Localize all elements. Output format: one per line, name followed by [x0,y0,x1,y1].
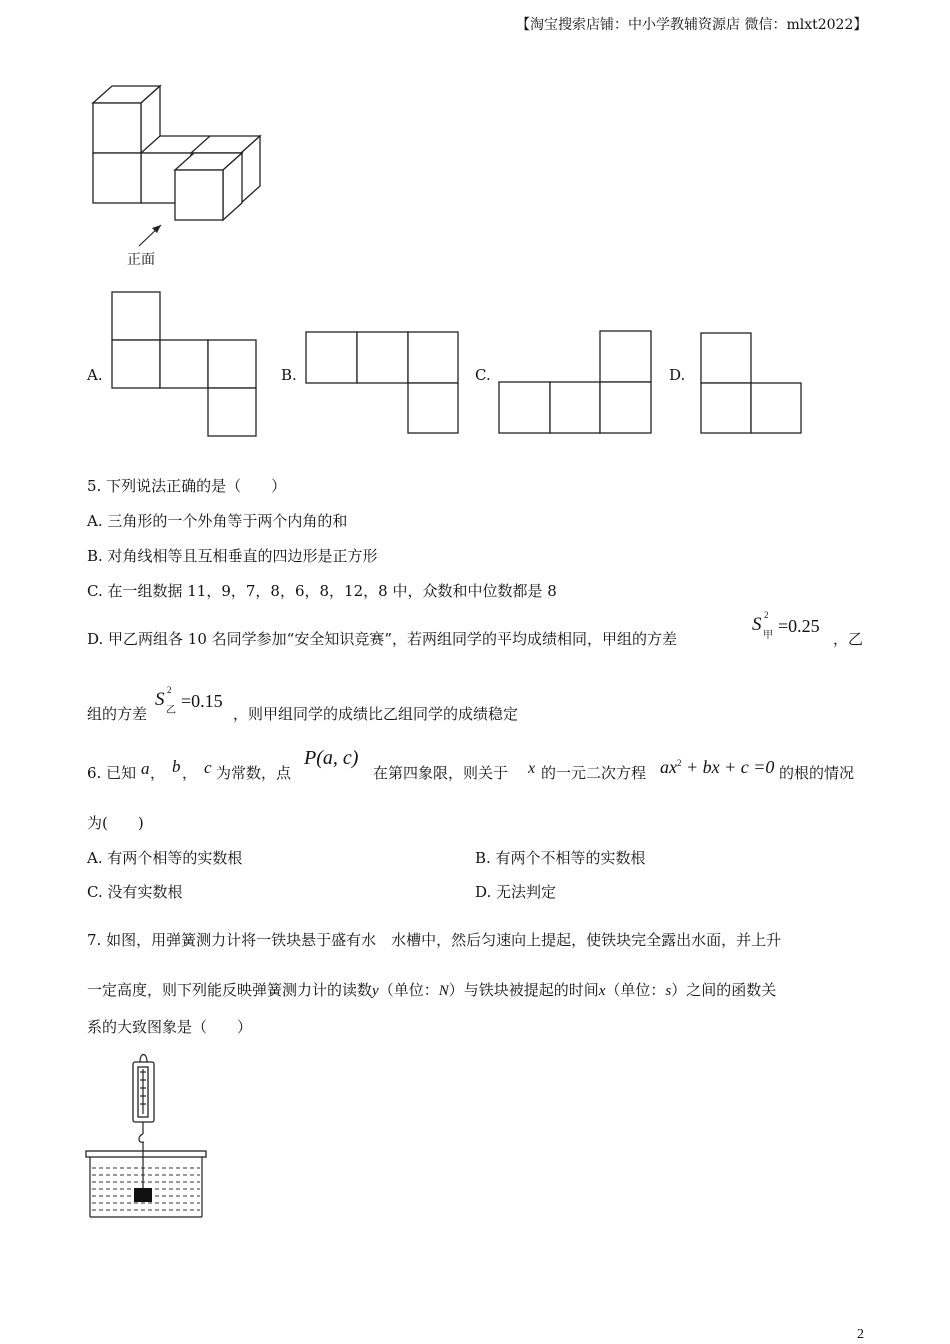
q6-var-b: b [172,757,181,776]
q6-option-c: C. 没有实数根 [87,883,183,901]
q6-text-5: 的根的情况 [779,764,855,782]
q6-text-3: 在第四象限，则关于 [373,764,509,782]
q6-equation: $ax^2$ + bx + c =0 [660,757,775,777]
q6-point-p: P(a, c) [304,747,359,769]
fig-option-a-label: A. [87,366,103,384]
fig-option-c-label: C. [475,366,491,384]
q5-option-d-yi: ，乙 [833,630,864,648]
fig-option-b-label: B. [281,366,297,384]
q7-line-1: 7. 如图，用弹簧测力计将一铁块悬于盛有水 水槽中，然后匀速向上提起，使铁块完全露出水面，并上升 [87,931,782,949]
variance-jia: S 2 甲 =0.25 [752,610,820,641]
q6-option-a: A. 有两个相等的实数根 [87,849,243,867]
page-header: 【淘宝搜索店铺：中小学教辅资源店 微信：mlxt2022】 [516,17,868,33]
q5-option-d-line2a: 组的方差 [87,705,148,723]
q6-text-2: 为常数，点 [216,764,292,782]
front-label: 正面 [127,252,155,268]
q6-comma-1: ， [150,764,166,782]
fig-option-d-label: D. [669,366,686,384]
q7-line-2: 一定高度，则下列能反映弹簧测力计的读数y（单位：N）与铁块被提起的时间x（单位：s）之间的函数关 [87,981,777,999]
q5-option-a: A. 三角形的一个外角等于两个内角的和 [87,512,348,530]
q5-option-b: B. 对角线相等且互相垂直的四边形是正方形 [87,547,378,565]
variance-yi: S 2 乙 =0.15 [155,685,223,716]
spring-scale-icon [133,1055,154,1143]
q6-var-a: a [141,759,150,778]
q6-text-4: 的一元二次方程 [541,764,647,782]
q6-option-b: B. 有两个不相等的实数根 [475,849,646,867]
q6-comma-2: ， [182,764,198,782]
q6-text-1: 6. 已知 [87,764,137,782]
page-number: 2 [857,1327,864,1342]
q5-stem: 5. 下列说法正确的是（ ） [87,477,287,495]
q6-var-c: c [204,758,212,777]
iron-block-icon [134,1188,152,1202]
water-tank-icon [86,1142,206,1217]
q5-option-d-line1: D. 甲乙两组各 10 名同学参加“安全知识竞赛”，若两组同学的平均成绩相同，甲组的方差 [87,630,677,648]
q6-option-d: D. 无法判定 [475,883,557,901]
q5-option-c: C. 在一组数据 11，9，7，8，6，8，12，8 中，众数和中位数都是 8 [87,582,557,600]
q7-line-3: 系的大致图象是（ ） [87,1018,253,1036]
q5-option-d-line2b: ，则甲组同学的成绩比乙组同学的成绩稳定 [233,705,519,723]
q6-text-6: 为( ) [87,814,144,832]
q6-var-x: x [528,760,536,777]
